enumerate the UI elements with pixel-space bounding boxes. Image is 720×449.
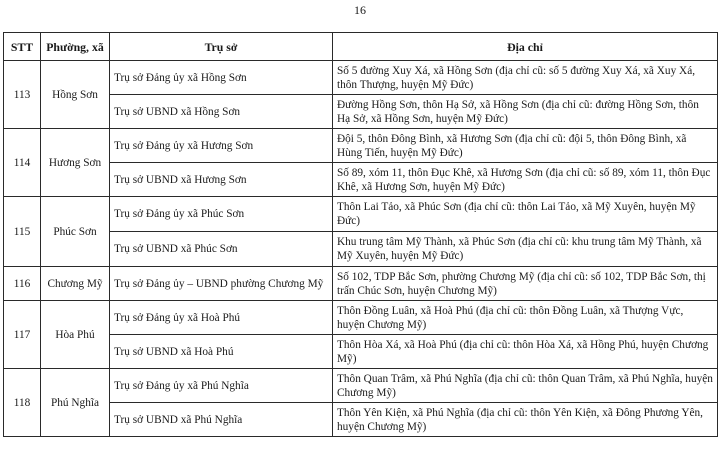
ward-cell: Hương Sơn [41, 129, 110, 197]
header-address: Địa chỉ [333, 33, 718, 61]
stt-cell: 117 [4, 301, 41, 369]
ward-cell: Phú Nghĩa [41, 369, 110, 437]
stt-cell: 118 [4, 369, 41, 437]
address-cell: Thôn Hòa Xá, xã Hoà Phú (địa chỉ cũ: thôn Hòa Xá, xã Hồng Phú, huyện Chương Mỹ) [333, 335, 718, 369]
office-address-table [3, 32, 718, 437]
header-office: Trụ sở [110, 33, 333, 61]
office-cell: Trụ sở UBND xã Phú Nghĩa [110, 403, 333, 437]
office-cell: Trụ sở Đảng ủy xã Phúc Sơn [110, 197, 333, 232]
stt-cell: 116 [4, 267, 41, 301]
stt-cell: 114 [4, 129, 41, 197]
stt-cell: 113 [4, 61, 41, 129]
table-row [4, 95, 718, 129]
table-row [4, 267, 718, 301]
office-cell: Trụ sở Đảng ủy – UBND phường Chương Mỹ [110, 267, 333, 301]
address-cell: Khu trung tâm Mỹ Thành, xã Phúc Sơn (địa chỉ cũ: khu trung tâm Mỹ Thành, xã Mỹ Xuyên, huyện Mỹ Đức) [333, 232, 718, 267]
address-cell: Số 5 đường Xuy Xá, xã Hồng Sơn (địa chỉ cũ: số 5 đường Xuy Xá, xã Xuy Xá, thôn Thượng, huyện Mỹ Đức) [333, 61, 718, 95]
table-row [4, 61, 718, 95]
address-cell: Đường Hồng Sơn, thôn Hạ Sở, xã Hồng Sơn (địa chỉ cũ: đường Hồng Sơn, thôn Hạ Sở, xã Hồng Sơn, huyện Mỹ Đức) [333, 95, 718, 129]
header-ward: Phường, xã [41, 33, 110, 61]
table-row [4, 197, 718, 232]
office-cell: Trụ sở UBND xã Phúc Sơn [110, 232, 333, 267]
table-row [4, 232, 718, 267]
address-cell: Thôn Đồng Luân, xã Hoà Phú (địa chỉ cũ: thôn Đồng Luân, xã Thượng Vực, huyện Chương Mỹ) [333, 301, 718, 335]
address-cell: Thôn Yên Kiện, xã Phú Nghĩa (địa chỉ cũ: thôn Yên Kiện, xã Đông Phương Yên, huyện Chương Mỹ) [333, 403, 718, 437]
office-cell: Trụ sở Đảng ủy xã Hoà Phú [110, 301, 333, 335]
office-cell: Trụ sở Đảng ủy xã Phú Nghĩa [110, 369, 333, 403]
ward-cell: Hòa Phú [41, 301, 110, 369]
address-cell: Thôn Lai Tảo, xã Phúc Sơn (địa chỉ cũ: thôn Lai Tảo, xã Mỹ Xuyên, huyện Mỹ Đức) [333, 197, 718, 232]
table-row [4, 369, 718, 403]
table-row [4, 403, 718, 437]
office-cell: Trụ sở UBND xã Hồng Sơn [110, 95, 333, 129]
table-row [4, 335, 718, 369]
address-cell: Số 102, TDP Bắc Sơn, phường Chương Mỹ (địa chỉ cũ: số 102, TDP Bắc Sơn, thị trấn Chúc Sơn, huyện Chương Mỹ) [333, 267, 718, 301]
office-cell: Trụ sở Đảng ủy xã Hương Sơn [110, 129, 333, 163]
ward-cell: Chương Mỹ [41, 267, 110, 301]
address-cell: Đội 5, thôn Đông Bình, xã Hương Sơn (địa chỉ cũ: đội 5, thôn Đông Bình, xã Hùng Tiến, huyện Mỹ Đức) [333, 129, 718, 163]
header-row [4, 33, 718, 61]
stt-cell: 115 [4, 197, 41, 267]
office-cell: Trụ sở Đảng ủy xã Hồng Sơn [110, 61, 333, 95]
office-cell: Trụ sở UBND xã Hoà Phú [110, 335, 333, 369]
table-row [4, 163, 718, 197]
ward-cell: Hồng Sơn [41, 61, 110, 129]
page-number: 16 [354, 3, 366, 17]
office-cell: Trụ sở UBND xã Hương Sơn [110, 163, 333, 197]
table-body [4, 61, 718, 437]
table-row [4, 129, 718, 163]
table-row [4, 301, 718, 335]
address-cell: Thôn Quan Trâm, xã Phú Nghĩa (địa chỉ cũ: thôn Quan Trâm, xã Phú Nghĩa, huyện Chương Mỹ) [333, 369, 718, 403]
ward-cell: Phúc Sơn [41, 197, 110, 267]
header-stt: STT [4, 33, 41, 61]
address-cell: Số 89, xóm 11, thôn Đục Khê, xã Hương Sơn (địa chỉ cũ: số 89, xóm 11, thôn Đục Khê, xã Hương Sơn, huyện Mỹ Đức) [333, 163, 718, 197]
